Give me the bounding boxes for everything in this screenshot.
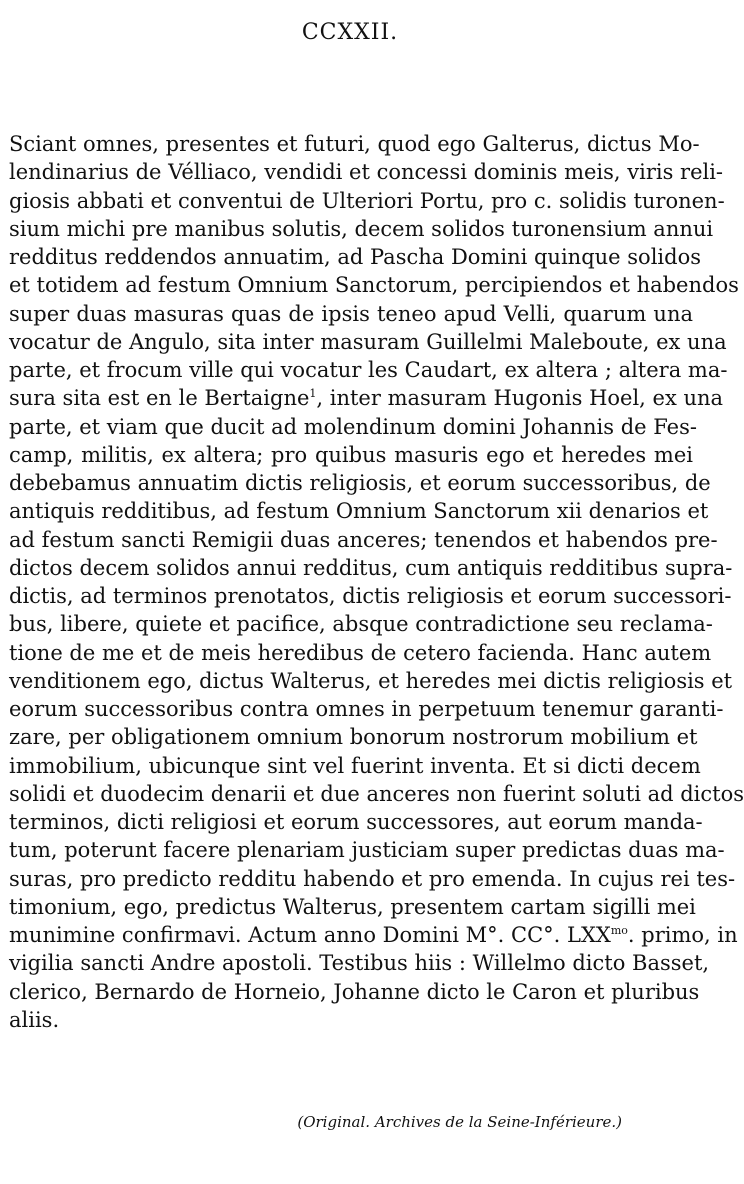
text-line: dictis, ad terminos prenotatos, dictis religiosis et eorum successori-: [9, 584, 732, 608]
text-line: et totidem ad festum Omnium Sanctorum, percipiendos et habendos: [9, 273, 739, 298]
line-start: sura sita est en le Bertaigne: [9, 386, 310, 411]
text-line: venditionem ego, dictus Walterus, et heredes mei dictis religiosis et: [9, 668, 733, 693]
text-line: timonium, ego, predictus Walterus, presentem cartam sigilli mei: [9, 894, 696, 919]
text-line: antiquis redditibus, ad festum Omnium Sanctorum xii denarios et: [9, 499, 709, 524]
text-line: tum, poterunt facere plenariam justiciam super predictas duas ma-: [9, 838, 725, 863]
text-line: super duas masuras quas de ipsis teneo apud Velli, quarum una: [9, 301, 693, 326]
line-start: munimine confirmavi. Actum anno Domini M°. CC°. LXX: [9, 923, 611, 947]
line-end: , inter masuram Hugonis Hoel, ex una: [316, 386, 724, 411]
text-line: dictos decem solidos annui redditus, cum antiquis redditibus supra-: [9, 555, 733, 580]
text-line: sium michi pre manibus solutis, decem solidos turonensium annui: [9, 216, 714, 241]
text-line: vocatur de Angulo, sita inter masuram Guillelmi Maleboute, ex una: [9, 329, 727, 354]
text-line: vigilia sancti Andre apostoli. Testibus hiis : Willelmo dicto Basset,: [9, 951, 710, 976]
footnote-marker: 1: [309, 387, 317, 401]
text-line: eorum successoribus contra omnes in perpetuum tenemur garanti-: [9, 697, 724, 721]
text-line-with-footnote: [9, 384, 724, 412]
text-line: terminos, dicti religiosi et eorum successores, aut eorum manda-: [9, 810, 703, 834]
text-line: lendinarius de Vélliaco, vendidi et concessi dominis meis, viris reli-: [9, 160, 724, 185]
document-number: CCXXII.: [301, 20, 399, 45]
text-line: immobilium, ubicunque sint vel fuerint inventa. Et si dicti decem: [9, 753, 701, 778]
text-line: parte, et frocum ville qui vocatur les Caudart, ex altera ; altera ma-: [9, 358, 728, 382]
text-line: redditus reddendos annuatim, ad Pascha Domini quinque solidos: [9, 245, 701, 269]
text-line: parte, et viam que ducit ad molendinum domini Johannis de Fes-: [9, 414, 697, 439]
text-line-with-date: [9, 921, 738, 949]
text-line: giosis abbati et conventui de Ulteriori Portu, pro c. solidis turonen-: [9, 188, 725, 213]
text-line: Sciant omnes, presentes et futuri, quod ego Galterus, dictus Mo-: [9, 132, 700, 156]
text-line: aliis.: [9, 1007, 60, 1032]
text-line: solidi et duodecim denarii et due anceres non fuerint soluti ad dictos: [9, 781, 744, 806]
text-line: tione de me et de meis heredibus de cetero facienda. Hanc autem: [9, 640, 712, 665]
text-line: camp, militis, ex altera; pro quibus masuris ego et heredes mei: [9, 442, 693, 467]
text-line: bus, libere, quiete et pacifice, absque contradictione seu reclama-: [9, 612, 713, 637]
line-end: . primo, in: [627, 923, 738, 947]
text-line: clerico, Bernardo de Horneio, Johanne dicto le Caron et pluribus: [9, 979, 700, 1004]
text-line: ad festum sancti Remigii duas anceres; tenendos et habendos pre-: [9, 527, 718, 552]
text-line: suras, pro predicto redditu habendo et pro emenda. In cujus rei tes-: [9, 866, 736, 891]
charter-text: [9, 130, 744, 1034]
text-line: debebamus annuatim dictis religiosis, et eorum successoribus, de: [9, 471, 711, 495]
text-line: zare, per obligationem omnium bonorum nostrorum mobilium et: [9, 725, 698, 750]
ordinal-superscript: mo: [610, 924, 628, 937]
source-citation: (Original. Archives de la Seine-Inférieure.): [297, 1113, 622, 1131]
